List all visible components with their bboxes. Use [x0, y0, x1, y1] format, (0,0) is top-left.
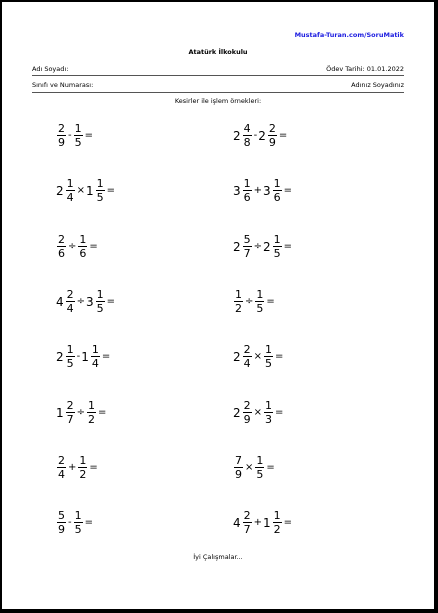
- denominator: 9: [58, 136, 65, 149]
- numerator: 2: [243, 399, 251, 412]
- equals-sign: =: [106, 296, 116, 307]
- fraction-problem: [56, 289, 115, 314]
- fraction: [243, 400, 252, 425]
- teacher-name: Adınız Soyadınız: [351, 81, 404, 89]
- whole-number: 2: [233, 405, 241, 420]
- equals-sign: =: [275, 407, 284, 418]
- denominator: 2: [88, 413, 96, 426]
- fraction: [234, 289, 243, 314]
- fraction: [243, 234, 252, 259]
- denominator: 7: [66, 413, 74, 426]
- fraction: [57, 455, 66, 480]
- header-divider-2: [32, 92, 404, 93]
- equals-sign: =: [283, 185, 293, 196]
- denominator: 8: [243, 136, 251, 149]
- denominator: 9: [235, 468, 242, 481]
- numerator: 1: [243, 177, 251, 190]
- fraction: [57, 510, 66, 535]
- whole-number: 1: [263, 515, 271, 530]
- whole-number: 3: [263, 183, 271, 198]
- numerator: 1: [256, 454, 264, 467]
- fraction: [78, 234, 87, 259]
- operator: +: [68, 462, 77, 473]
- denominator: 5: [74, 523, 82, 536]
- numerator: 1: [66, 343, 74, 356]
- fraction: [66, 178, 75, 203]
- equals-sign: =: [283, 241, 293, 252]
- denominator: 5: [256, 302, 264, 315]
- numerator: 1: [96, 288, 104, 301]
- whole-number: 4: [56, 294, 64, 309]
- fraction: [243, 344, 252, 369]
- denominator: 6: [79, 247, 87, 260]
- denominator: 3: [265, 413, 273, 426]
- fraction: [268, 123, 277, 148]
- fraction-problem: [233, 455, 275, 480]
- equals-sign: =: [89, 462, 98, 473]
- numerator: 1: [66, 177, 74, 190]
- name-label: Adı Soyadı:: [32, 65, 69, 73]
- operator: ÷: [76, 296, 86, 307]
- class-number-label: Sınıfı ve Numarası:: [32, 81, 94, 89]
- footer-message: İyi Çalışmalar...: [193, 553, 243, 561]
- numerator: 5: [243, 233, 251, 246]
- denominator: 4: [58, 468, 65, 481]
- fraction: [66, 400, 75, 425]
- operator: -: [68, 517, 72, 528]
- numerator: 1: [273, 233, 281, 246]
- operator: ×: [245, 462, 254, 473]
- fraction: [74, 123, 83, 148]
- numerator: 7: [235, 454, 242, 467]
- numerator: 1: [74, 122, 82, 135]
- equals-sign: =: [278, 130, 288, 141]
- whole-number: 2: [56, 183, 64, 198]
- fraction: [255, 289, 264, 314]
- fraction: [273, 178, 282, 203]
- equals-sign: =: [106, 185, 116, 196]
- fraction: [57, 123, 66, 148]
- fraction-problem: [56, 123, 93, 148]
- numerator: 2: [58, 233, 65, 246]
- worksheet-title: Kesirler ile işlem örnekleri:: [174, 97, 262, 105]
- numerator: 1: [273, 509, 281, 522]
- equals-sign: =: [266, 462, 275, 473]
- denominator: 5: [273, 247, 281, 260]
- operator: ÷: [76, 407, 86, 418]
- fraction: [74, 510, 83, 535]
- numerator: 2: [66, 288, 74, 301]
- fraction: [91, 344, 100, 369]
- fraction-problem: [233, 289, 275, 314]
- fraction-problem: [56, 234, 98, 259]
- operator: -: [76, 351, 81, 362]
- denominator: 5: [256, 468, 264, 481]
- numerator: 1: [265, 343, 273, 356]
- denominator: 2: [79, 468, 87, 481]
- fraction: [96, 289, 105, 314]
- whole-number: 4: [233, 515, 241, 530]
- whole-number: 3: [233, 183, 241, 198]
- equals-sign: =: [89, 241, 98, 252]
- numerator: 2: [243, 509, 251, 522]
- whole-number: 1: [86, 183, 94, 198]
- fraction: [78, 455, 87, 480]
- whole-number: 2: [56, 349, 64, 364]
- denominator: 6: [243, 191, 251, 204]
- fraction: [66, 289, 75, 314]
- denominator: 4: [66, 302, 74, 315]
- numerator: 1: [91, 343, 99, 356]
- operator: ÷: [245, 296, 254, 307]
- numerator: 2: [243, 343, 251, 356]
- equals-sign: =: [84, 130, 93, 141]
- denominator: 9: [58, 523, 65, 536]
- fraction-problem: [233, 234, 292, 259]
- whole-number: 1: [81, 349, 89, 364]
- operator: ×: [76, 185, 86, 196]
- fraction-problem: [56, 510, 93, 535]
- numerator: 1: [79, 233, 87, 246]
- whole-number: 2: [258, 128, 266, 143]
- numerator: 4: [243, 122, 251, 135]
- denominator: 5: [265, 357, 273, 370]
- denominator: 5: [74, 136, 82, 149]
- fraction: [87, 400, 96, 425]
- fraction: [66, 344, 75, 369]
- numerator: 2: [268, 122, 276, 135]
- denominator: 6: [58, 247, 65, 260]
- numerator: 1: [79, 454, 87, 467]
- denominator: 6: [273, 191, 281, 204]
- numerator: 1: [265, 399, 273, 412]
- operator: ÷: [68, 241, 77, 252]
- equals-sign: =: [266, 296, 275, 307]
- fraction-problem: [233, 510, 292, 535]
- denominator: 9: [243, 413, 251, 426]
- numerator: 1: [256, 288, 264, 301]
- whole-number: 1: [56, 405, 64, 420]
- equals-sign: =: [98, 407, 107, 418]
- due-date: Ödev Tarihi: 01.01.2022: [326, 65, 404, 73]
- operator: +: [253, 517, 263, 528]
- denominator: 4: [66, 191, 74, 204]
- worksheet-page: [2, 2, 434, 609]
- denominator: 7: [243, 523, 251, 536]
- equals-sign: =: [275, 351, 284, 362]
- equals-sign: =: [101, 351, 111, 362]
- fraction-problem: [56, 400, 106, 425]
- denominator: 5: [96, 302, 104, 315]
- equals-sign: =: [283, 517, 293, 528]
- operator: ×: [253, 351, 263, 362]
- school-name: Atatürk İlkokulu: [188, 48, 248, 56]
- numerator: 5: [58, 509, 65, 522]
- denominator: 2: [273, 523, 281, 536]
- fraction: [255, 455, 264, 480]
- numerator: 1: [74, 509, 82, 522]
- numerator: 1: [235, 288, 242, 301]
- fraction-problem: [233, 123, 287, 148]
- whole-number: 2: [233, 239, 241, 254]
- numerator: 2: [58, 122, 65, 135]
- denominator: 2: [235, 302, 242, 315]
- fraction-problem: [56, 455, 98, 480]
- denominator: 5: [66, 357, 74, 370]
- whole-number: 2: [233, 128, 241, 143]
- fraction: [57, 234, 66, 259]
- operator: ÷: [253, 241, 263, 252]
- website-label[interactable]: Mustafa-Turan.com/SoruMatik: [294, 31, 404, 39]
- fraction: [243, 510, 252, 535]
- fraction-problem: [56, 344, 110, 369]
- numerator: 2: [58, 454, 65, 467]
- equals-sign: =: [84, 517, 93, 528]
- fraction: [273, 234, 282, 259]
- denominator: 4: [243, 357, 251, 370]
- numerator: 1: [273, 177, 281, 190]
- fraction: [243, 178, 252, 203]
- fraction: [264, 400, 273, 425]
- fraction-problem: [233, 400, 283, 425]
- denominator: 9: [268, 136, 276, 149]
- fraction-problem: [233, 178, 292, 203]
- numerator: 1: [96, 177, 104, 190]
- operator: -: [253, 130, 258, 141]
- fraction: [264, 344, 273, 369]
- denominator: 7: [243, 247, 251, 260]
- operator: -: [68, 130, 72, 141]
- fraction: [96, 178, 105, 203]
- whole-number: 3: [86, 294, 94, 309]
- fraction: [273, 510, 282, 535]
- numerator: 2: [66, 399, 74, 412]
- header-divider-1: [32, 75, 404, 76]
- denominator: 4: [91, 357, 99, 370]
- denominator: 5: [96, 191, 104, 204]
- numerator: 1: [88, 399, 96, 412]
- fraction-problem: [233, 344, 283, 369]
- whole-number: 2: [233, 349, 241, 364]
- fraction: [234, 455, 243, 480]
- fraction: [243, 123, 252, 148]
- fraction-problem: [56, 178, 115, 203]
- operator: +: [253, 185, 263, 196]
- whole-number: 2: [263, 239, 271, 254]
- operator: ×: [253, 407, 263, 418]
